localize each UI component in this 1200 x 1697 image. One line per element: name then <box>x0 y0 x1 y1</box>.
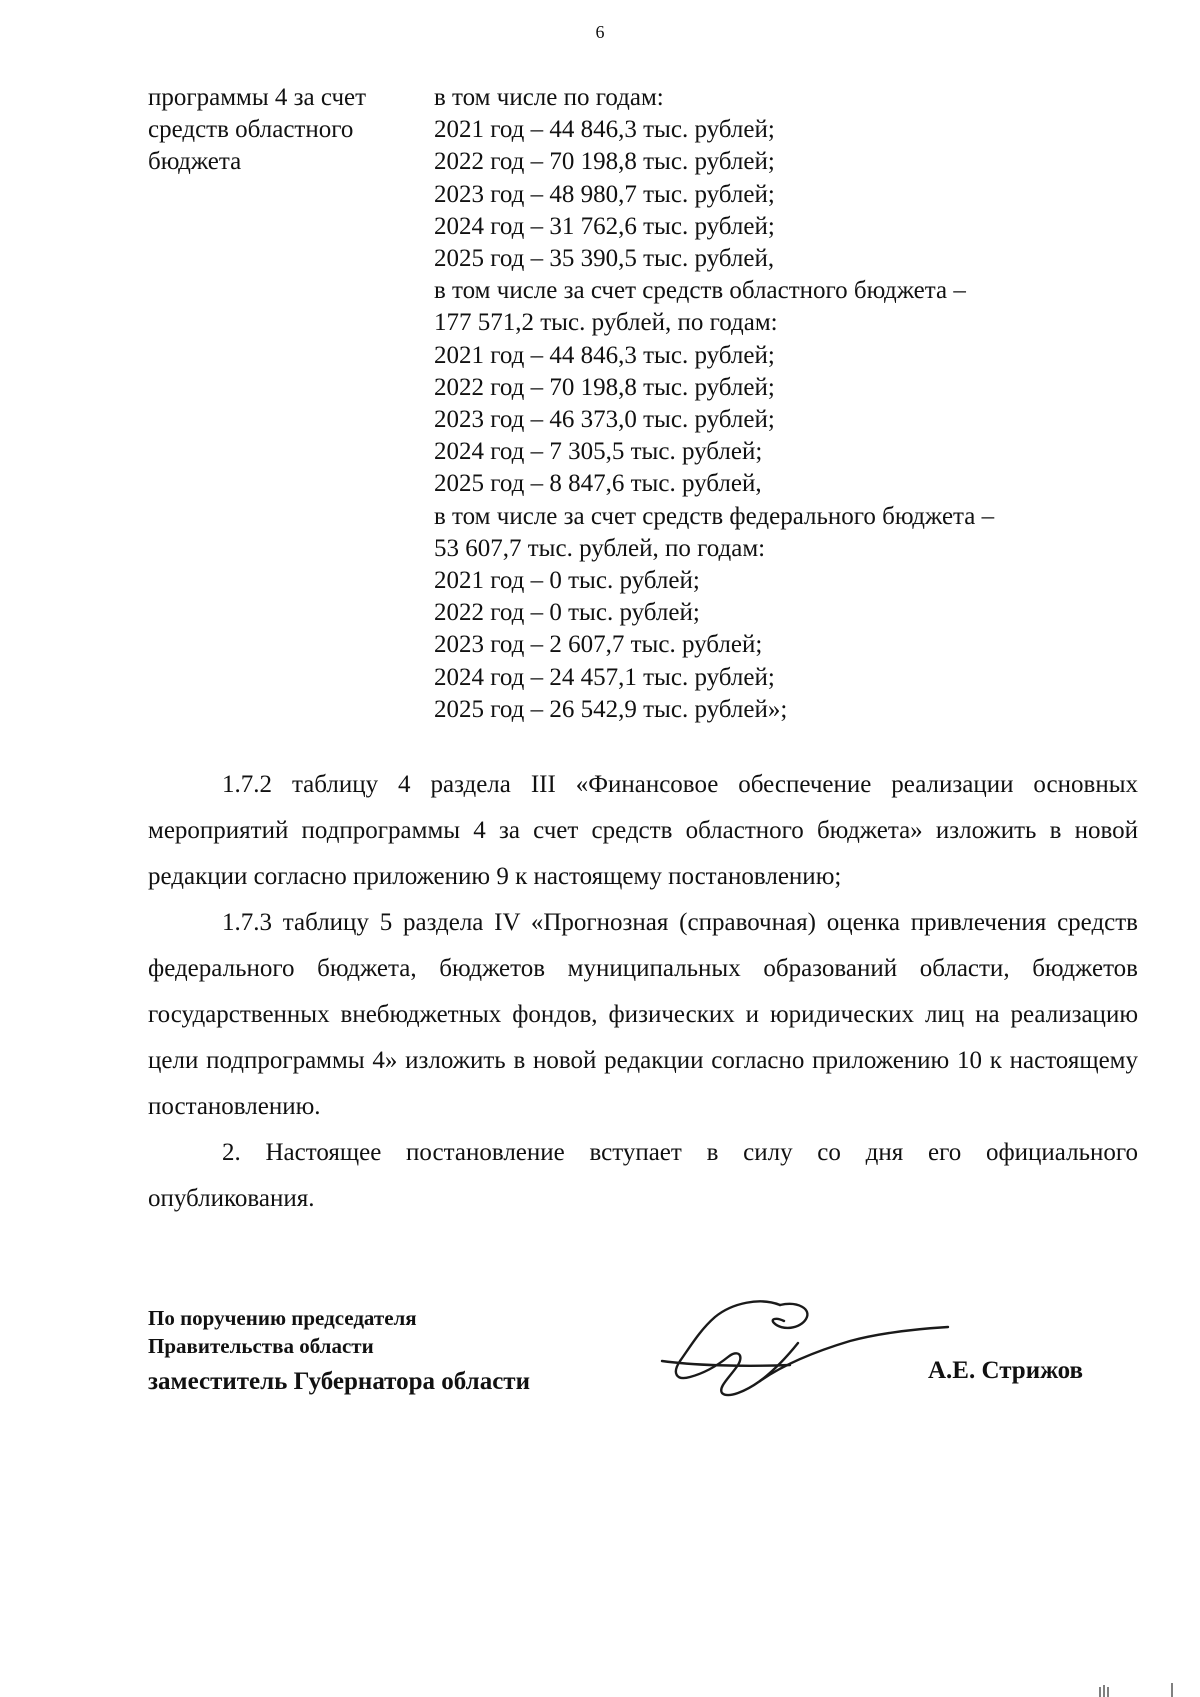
table-left-line: программы 4 за счет <box>148 84 367 111</box>
funding-line: 2022 год – 70 198,8 тыс. рублей; <box>434 373 775 401</box>
table-right-column <box>434 82 1114 726</box>
funding-line: 2024 год – 7 305,5 тыс. рублей; <box>434 438 763 466</box>
table-left-line: средств областного <box>148 116 354 144</box>
signatory-title <box>148 1304 530 1400</box>
body-text <box>148 762 1138 1222</box>
table-left-line: бюджета <box>148 148 242 176</box>
funding-line: 53 607,7 тыс. рублей, по годам: <box>434 534 766 562</box>
signer-name: А.Е. Стрижов <box>928 1357 1083 1384</box>
funding-line: 2024 год – 24 457,1 тыс. рублей; <box>434 663 775 691</box>
funding-line: 2021 год – 0 тыс. рублей; <box>434 567 700 595</box>
funding-line: 2022 год – 0 тыс. рублей; <box>434 599 700 627</box>
table-left-column <box>148 82 418 179</box>
page-number: 6 <box>595 22 605 42</box>
funding-line: 2022 год – 70 198,8 тыс. рублей; <box>434 148 775 176</box>
funding-line: 2024 год – 31 762,6 тыс. рублей; <box>434 212 775 240</box>
funding-line: 2023 год – 46 373,0 тыс. рублей; <box>434 406 775 434</box>
funding-line: 2021 год – 44 846,3 тыс. рублей; <box>434 341 775 369</box>
funding-line: в том числе по годам: <box>434 84 664 111</box>
funding-line: в том числе за счет средств федерального бюджета – <box>434 502 995 530</box>
signatory-line-1: По поручению председателя <box>148 1306 417 1330</box>
funding-line: 2021 год – 44 846,3 тыс. рублей; <box>434 116 775 144</box>
funding-line: 177 571,2 тыс. рублей, по годам: <box>434 309 778 337</box>
signatory-line-2: Правительства области <box>148 1334 374 1358</box>
funding-line: 2025 год – 35 390,5 тыс. рублей, <box>434 245 775 273</box>
funding-line: 2025 год – 8 847,6 тыс. рублей, <box>434 470 762 498</box>
signatory-line-3: заместитель Губернатора области <box>148 1368 530 1395</box>
paragraph-2: 2. Настоящее постановление вступает в силу со дня его официального опубликования. <box>148 1139 1138 1212</box>
funding-line: 2023 год – 2 607,7 тыс. рублей; <box>434 631 763 659</box>
funding-line: в том числе за счет средств областного бюджета – <box>434 277 966 305</box>
handwritten-signature <box>660 1295 950 1410</box>
paragraph-1-7-2: 1.7.2 таблицу 4 раздела III «Финансовое обеспечение реализации основных мероприятий подпрограммы 4 за счет средств областного бюджета» изложить в новой редакции согласно приложению 9 к настоящему постановлению; <box>148 771 1138 890</box>
paragraph-1-7-3: 1.7.3 таблицу 5 раздела IV «Прогнозная (справочная) оценка привлечения средств федерального бюджета, бюджетов муниципальных образований области, бюджетов государственных внебюджетных фондов, физических и юридических лиц на реализацию цели подпрограммы 4» изложить в новой редакции согласно приложению 10 к настоящему постановлению. <box>148 909 1138 1120</box>
funding-line: 2025 год – 26 542,9 тыс. рублей»; <box>434 695 788 723</box>
scan-edge-marks <box>1094 1683 1184 1697</box>
funding-line: 2023 год – 48 980,7 тыс. рублей; <box>434 180 775 208</box>
